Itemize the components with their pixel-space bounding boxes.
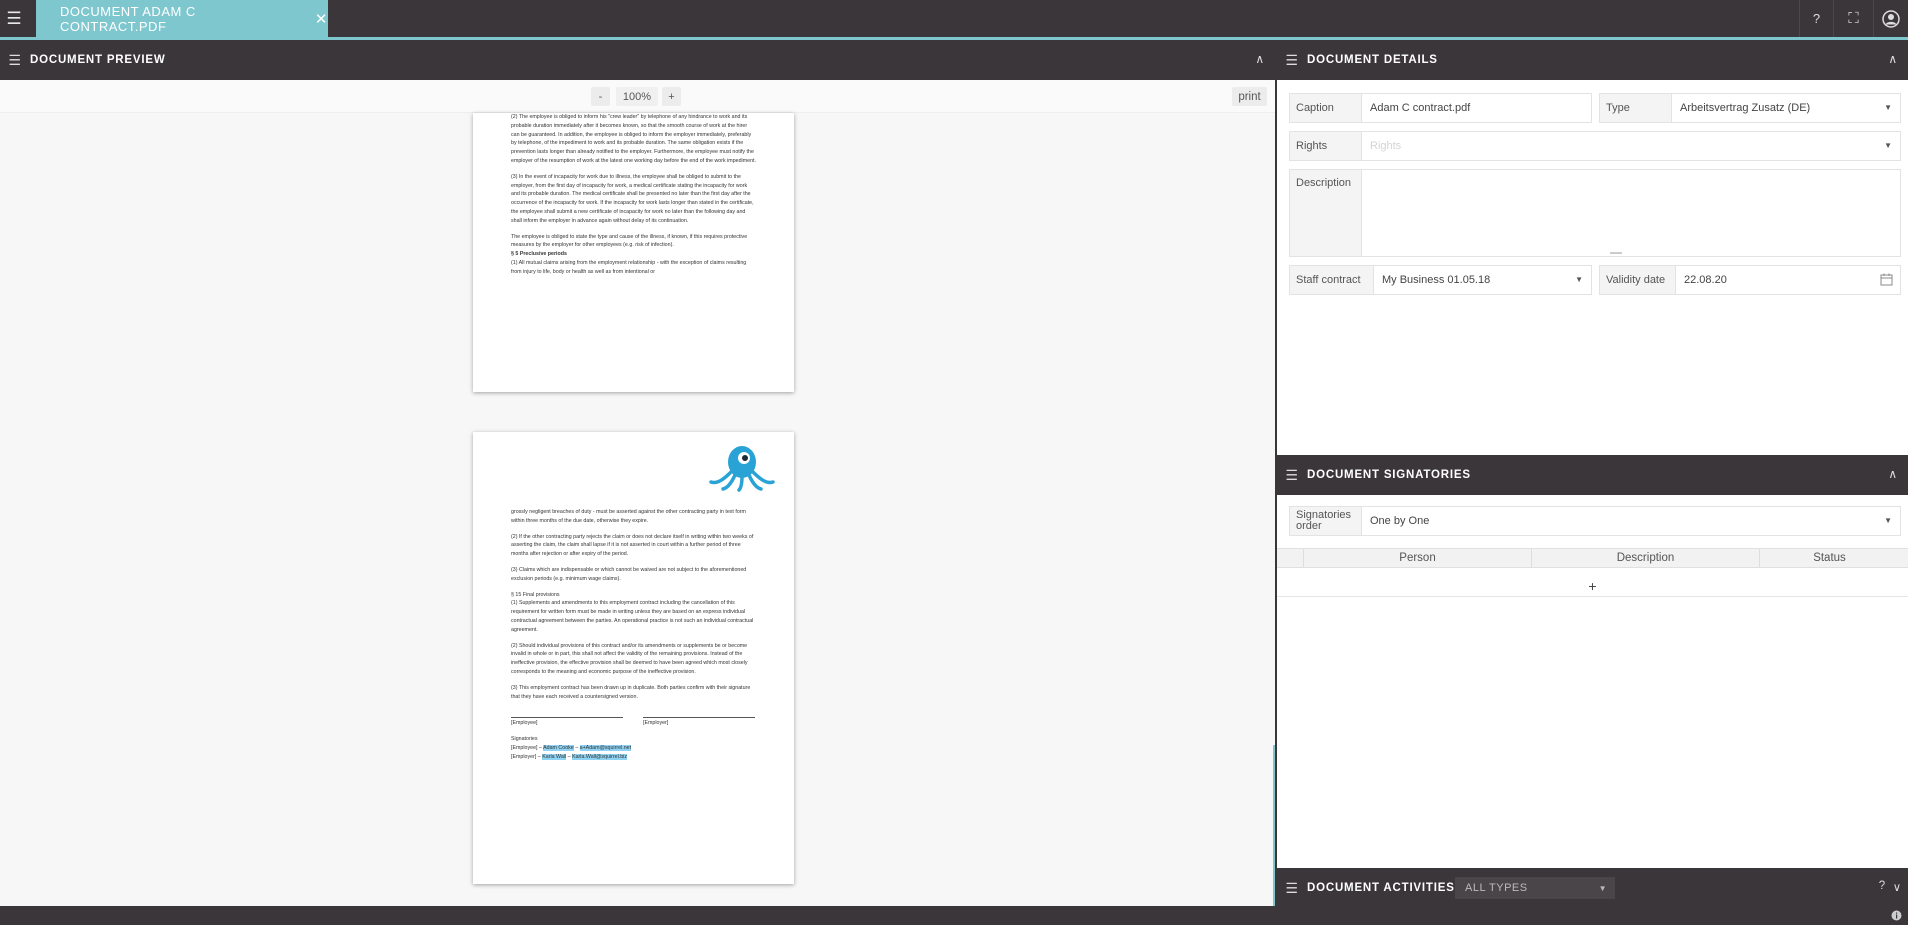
chevron-down-icon: ▼ bbox=[1884, 516, 1892, 525]
column-description[interactable]: Description bbox=[1531, 549, 1759, 567]
rights-placeholder: Rights bbox=[1370, 140, 1402, 152]
chevron-down-icon: ▼ bbox=[1884, 103, 1892, 112]
expand-activities-icon[interactable]: ∨ bbox=[1892, 882, 1902, 894]
chevron-down-icon: ▼ bbox=[1598, 883, 1607, 893]
close-tab-icon[interactable]: ✕ bbox=[314, 10, 328, 28]
zoom-level: 100% bbox=[616, 87, 658, 106]
collapse-preview-icon[interactable]: ∧ bbox=[1255, 52, 1265, 66]
main-menu-icon[interactable]: ☰ bbox=[6, 8, 22, 28]
page-paragraph: (2) If the other contracting party rejects the claim or does not declare itself in writing within two weeks of asserting the claim, the claim shall lapse if it is not asserted in court within a further period of three months after rejection or after expiry of the period. bbox=[511, 533, 754, 558]
page-paragraph: (2) Should individual provisions of this contract and/or its amendments or supplements be or become invalid in whole or in part, this shall not affect the validity of the remaining provisions. Instead of the ineffective provision, the effective provision shall be deemed to have been agreed which most closely corresponds to the meaning and economic purpose of the ineffective provision. bbox=[511, 642, 748, 675]
page-paragraph: (3) This employment contract has been drawn up in duplicate. Both parties confirm with their signature that they have each received a countersigned version. bbox=[511, 684, 751, 700]
employer-label: [Employer] bbox=[643, 720, 669, 726]
user-avatar-icon bbox=[1882, 10, 1900, 28]
signatory-line: [Employer] – Karla Wall – Karla.Wall@squirrel.biz bbox=[511, 753, 627, 760]
signatories-title: DOCUMENT SIGNATORIES bbox=[1307, 469, 1471, 481]
document-preview bbox=[0, 80, 1275, 906]
signatories-order-label: Signatories order bbox=[1290, 507, 1362, 535]
details-header bbox=[1277, 40, 1908, 80]
employee-label: [Employee] bbox=[511, 720, 538, 726]
column-person[interactable]: Person bbox=[1303, 549, 1531, 567]
caption-label: Caption bbox=[1290, 94, 1362, 122]
document-signatories-panel bbox=[1277, 496, 1908, 868]
details-menu-icon[interactable]: ☰ bbox=[1285, 51, 1299, 68]
preview-menu-icon[interactable]: ☰ bbox=[8, 51, 22, 68]
pdf-page-2 bbox=[473, 432, 794, 884]
validity-date-label: Validity date bbox=[1600, 266, 1676, 294]
zoom-out-button[interactable]: - bbox=[591, 87, 610, 106]
signatories-order-value: One by One bbox=[1370, 515, 1430, 527]
pdf-page-1 bbox=[473, 113, 794, 392]
rights-label: Rights bbox=[1290, 132, 1362, 160]
help-icon[interactable]: ? bbox=[1799, 0, 1833, 37]
signatories-label: Signatories bbox=[511, 736, 538, 742]
info-icon[interactable] bbox=[1891, 910, 1902, 921]
activities-title: DOCUMENT ACTIVITIES bbox=[1307, 882, 1455, 894]
preview-scrollbar[interactable] bbox=[1273, 745, 1275, 906]
page-paragraph: The employee is obliged to state the type and cause of the illness, if known, if this requires protective measures by the employer for other employees (e.g. risk of infection). bbox=[511, 233, 748, 249]
staff-contract-select[interactable] bbox=[1289, 265, 1592, 295]
signatory-role: [Employer] – bbox=[511, 753, 541, 760]
description-field[interactable] bbox=[1289, 169, 1901, 257]
staff-contract-label: Staff contract bbox=[1290, 266, 1374, 294]
activity-type-value: ALL TYPES bbox=[1465, 882, 1528, 894]
activities-menu-icon[interactable]: ☰ bbox=[1285, 879, 1299, 896]
signatory-line: [Employee] – Adam Cooke – a+Adam@squirrel.net bbox=[511, 744, 632, 751]
document-tab[interactable] bbox=[36, 0, 328, 37]
resize-handle[interactable] bbox=[1610, 252, 1622, 254]
squirrel-logo-icon bbox=[709, 442, 775, 492]
employee-signature-line bbox=[511, 717, 623, 718]
collapse-details-icon[interactable]: ∧ bbox=[1888, 52, 1898, 66]
calendar-icon[interactable] bbox=[1880, 273, 1893, 286]
preview-title: DOCUMENT PREVIEW bbox=[30, 54, 166, 66]
zoom-toolbar bbox=[0, 80, 1275, 113]
page-paragraph: (3) In the event of incapacity for work due to illness, the employee shall be obliged to submit to the employer, from the first day of incapacity for work, a medical certificate stating the incapacity for work and its probable duration. The medical certificate shall be presented no later than the first day after the occurrence of the incapacity for work. If the incapacity for work lasts longer than stated in the certificate, the employee shall submit a new certificate of incapacity for work no later than the following day and shall inform the employer in advance again without delay of its continuation. bbox=[511, 173, 754, 224]
activity-type-filter[interactable] bbox=[1455, 877, 1615, 899]
page-heading: § 5 Preclusive periods bbox=[511, 251, 567, 258]
type-select[interactable] bbox=[1599, 93, 1901, 123]
signatory-email: a+Adam@squirrel.net bbox=[579, 744, 632, 751]
page-heading: § 15 Final provisions bbox=[511, 591, 560, 598]
type-label: Type bbox=[1600, 94, 1672, 122]
fullscreen-icon[interactable]: ⛶ bbox=[1833, 0, 1873, 37]
top-bar bbox=[0, 0, 1908, 37]
details-title: DOCUMENT DETAILS bbox=[1307, 54, 1438, 66]
zoom-in-button[interactable]: + bbox=[662, 87, 681, 106]
employer-signature-line bbox=[643, 717, 755, 718]
page-paragraph: (3) Claims which are indispensable or which cannot be waived are not subject to the aforementioned exclusion periods (e.g. minimum wage claims). bbox=[511, 566, 747, 582]
column-status[interactable]: Status bbox=[1759, 549, 1899, 567]
chevron-down-icon: ▼ bbox=[1884, 141, 1892, 150]
add-signatory-button[interactable]: + bbox=[1277, 575, 1908, 597]
document-details-panel bbox=[1277, 80, 1908, 455]
signatories-header bbox=[1277, 455, 1908, 495]
page-paragraph: (1) Supplements and amendments to this employment contract including the cancellation of this requirement for written form must be made in writing unless they are based on an express individual contractual agreement between the parties. An operational practice is not such an individual contractual agreement. bbox=[511, 600, 754, 633]
document-tab-label: DOCUMENT ADAM C CONTRACT.PDF bbox=[60, 3, 196, 34]
signatory-email: Karla.Wall@squirrel.biz bbox=[572, 753, 627, 760]
activities-help-icon[interactable]: ? bbox=[1878, 880, 1886, 892]
validity-date-field[interactable] bbox=[1599, 265, 1901, 295]
type-value: Arbeitsvertrag Zusatz (DE) bbox=[1680, 102, 1811, 114]
caption-value[interactable]: Adam C contract.pdf bbox=[1370, 102, 1471, 114]
status-bar bbox=[0, 906, 1908, 925]
chevron-down-icon: ▼ bbox=[1575, 275, 1583, 284]
signatory-name: Adam Cooke bbox=[543, 744, 574, 751]
caption-field[interactable] bbox=[1289, 93, 1592, 123]
validity-date-value[interactable]: 22.08.20 bbox=[1684, 274, 1727, 286]
page-paragraph: (2) The employee is obliged to inform his "crew leader" by telephone of any hindrance to work and its probable duration immediately after it becomes known, so that the smooth course of work at the hirer can be guaranteed. In addition, the employee is obliged to inform the employer immediately, preferably by telephone, of the impediment to work and its probable duration. The same obligation exists if the prevention lasts longer than already notified to the employer. Furthermore, the employee must notify the employer of the resumption of work at the latest one working day before the end of the work impediment. bbox=[511, 114, 756, 164]
signatory-role: [Employee] – bbox=[511, 744, 542, 751]
print-button[interactable]: print bbox=[1232, 87, 1267, 106]
signatory-name: Karla Wall bbox=[542, 753, 567, 760]
signatories-order-select[interactable] bbox=[1289, 506, 1901, 536]
description-label: Description bbox=[1290, 170, 1362, 256]
page-paragraph: grossly negligent breaches of duty - must be asserted against the other contracting party in text form within three months of the due date, otherwise they expire. bbox=[511, 509, 746, 524]
signatories-table-header bbox=[1277, 548, 1908, 568]
user-account-icon[interactable] bbox=[1873, 0, 1908, 37]
page-paragraph: (1) All mutual claims arising from the employment relationship - with the exception of claims resulting from injury to life, body or health as well as from intentional or bbox=[511, 259, 747, 275]
staff-contract-value: My Business 01.05.18 bbox=[1382, 274, 1491, 286]
preview-header bbox=[0, 40, 1275, 80]
activities-header bbox=[1277, 868, 1908, 908]
rights-select[interactable] bbox=[1289, 131, 1901, 161]
collapse-signatories-icon[interactable]: ∧ bbox=[1888, 467, 1898, 481]
signatories-menu-icon[interactable]: ☰ bbox=[1285, 466, 1299, 483]
